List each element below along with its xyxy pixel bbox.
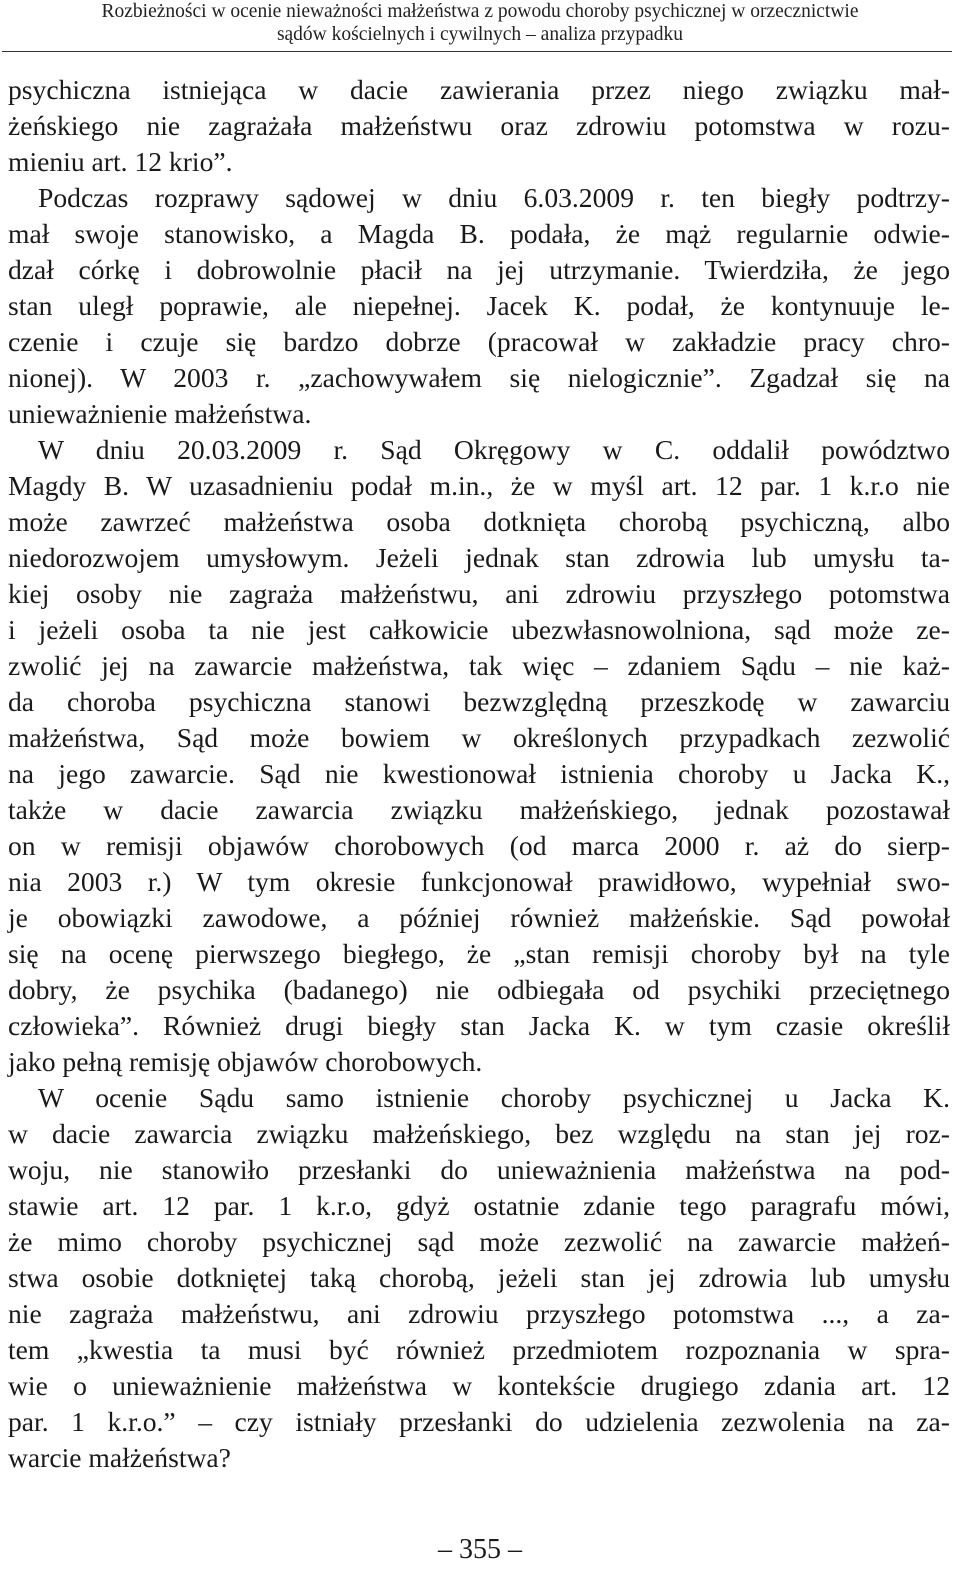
text-line: czenie i czuje się bardzo dobrze (pracował w zakładzie pracy chro-	[8, 326, 950, 357]
text-line: woju, nie stanowiło przesłanki do unieważnienia małżeństwa na pod-	[8, 1154, 950, 1185]
text-line: zwolić jej na zawarcie małżeństwa, tak więc – zdaniem Sądu – nie każ-	[8, 650, 950, 681]
text-line: dobry, że psychika (badanego) nie odbiegała od psychiki przeciętnego	[8, 974, 950, 1005]
page-number: – 355 –	[438, 1534, 522, 1565]
text-line: się na ocenę pierwszego biegłego, że „stan remisji choroby był na tyle	[8, 938, 950, 969]
body-text	[8, 72, 950, 1476]
text-line: jako pełną remisję objawów chorobowych.	[8, 1046, 483, 1077]
text-line: na jego zawarcie. Sąd nie kwestionował istnienia choroby u Jacka K.,	[8, 758, 950, 789]
text-line: W dniu 20.03.2009 r. Sąd Okręgowy w C. oddalił powództwo	[38, 434, 950, 465]
text-line: w dacie zawarcia związku małżeńskiego, bez względu na stan jej roz-	[8, 1118, 950, 1149]
text-line: może zawrzeć małżeństwa osoba dotknięta chorobą psychiczną, albo	[8, 506, 950, 537]
text-line: mał swoje stanowisko, a Magda B. podała, że mąż regularnie odwie-	[8, 218, 950, 249]
text-line: i jeżeli osoba ta nie jest całkowicie ubezwłasnowolniona, sąd może ze-	[8, 614, 950, 645]
text-line: niedorozwojem umysłowym. Jeżeli jednak stan zdrowia lub umysłu ta-	[8, 542, 950, 573]
text-line: on w remisji objawów chorobowych (od marca 2000 r. aż do sierp-	[8, 830, 950, 861]
text-line: W ocenie Sądu samo istnienie choroby psychicznej u Jacka K.	[38, 1082, 950, 1113]
text-line: nionej). W 2003 r. „zachowywałem się nielogicznie”. Zgadzał się na	[8, 362, 950, 393]
text-line: stwa osobie dotkniętej taką chorobą, jeżeli stan jej zdrowia lub umysłu	[8, 1262, 950, 1293]
text-line: kiej osoby nie zagraża małżeństwu, ani zdrowiu przyszłego potomstwa	[8, 578, 950, 609]
text-line: także w dacie zawarcia związku małżeńskiego, jednak pozostawał	[8, 794, 950, 825]
text-line: stan uległ poprawie, ale niepełnej. Jacek K. podał, że kontynuuje le-	[8, 290, 950, 321]
text-line: psychiczna istniejąca w dacie zawierania przez niego związku mał-	[8, 74, 950, 105]
running-head	[0, 0, 960, 46]
text-line: Podczas rozprawy sądowej w dniu 6.03.2009 r. ten biegły podtrzy-	[38, 182, 950, 213]
text-line: mieniu art. 12 krio”.	[8, 146, 233, 177]
text-line: Magdy B. W uzasadnieniu podał m.in., że w myśl art. 12 par. 1 k.r.o nie	[8, 470, 950, 501]
text-line: małżeństwa, Sąd może bowiem w określonych przypadkach zezwolić	[8, 722, 950, 753]
header-rule	[2, 51, 952, 52]
text-line: wie o unieważnienie małżeństwa w kontekście drugiego zdania art. 12	[8, 1370, 950, 1401]
text-line: unieważnienie małżeństwa.	[8, 398, 312, 429]
text-line: tem „kwestia ta musi być również przedmiotem rozpoznania w spra-	[8, 1334, 950, 1365]
text-line: stawie art. 12 par. 1 k.r.o, gdyż ostatnie zdanie tego paragrafu mówi,	[8, 1190, 950, 1221]
text-line: warcie małżeństwa?	[8, 1442, 231, 1473]
text-line: człowieka”. Również drugi biegły stan Jacka K. w tym czasie określił	[8, 1010, 950, 1041]
text-line: żeńskiego nie zagrażała małżeństwu oraz zdrowiu potomstwa w rozu-	[8, 110, 950, 141]
text-line: da choroba psychiczna stanowi bezwzględną przeszkodę w zawarciu	[8, 686, 950, 717]
text-line: par. 1 k.r.o.” – czy istniały przesłanki do udzielenia zezwolenia na za-	[8, 1406, 950, 1437]
text-line: że mimo choroby psychicznej sąd może zezwolić na zawarcie małżeń-	[8, 1226, 950, 1257]
text-line: dzał córkę i dobrowolnie płacił na jej utrzymanie. Twierdziła, że jego	[8, 254, 950, 285]
running-head-line-1: Rozbieżności w ocenie nieważności małżeństwa z powodu choroby psychicznej w orzecznictwie	[101, 1, 859, 22]
text-line: nia 2003 r.) W tym okresie funkcjonował prawidłowo, wypełniał swo-	[8, 866, 950, 897]
running-head-line-2: sądów kościelnych i cywilnych – analiza przypadku	[276, 24, 684, 45]
text-line: nie zagraża małżeństwu, ani zdrowiu przyszłego potomstwa ..., a za-	[8, 1298, 950, 1329]
text-line: je obowiązki zawodowe, a później również małżeńskie. Sąd powołał	[8, 902, 950, 933]
